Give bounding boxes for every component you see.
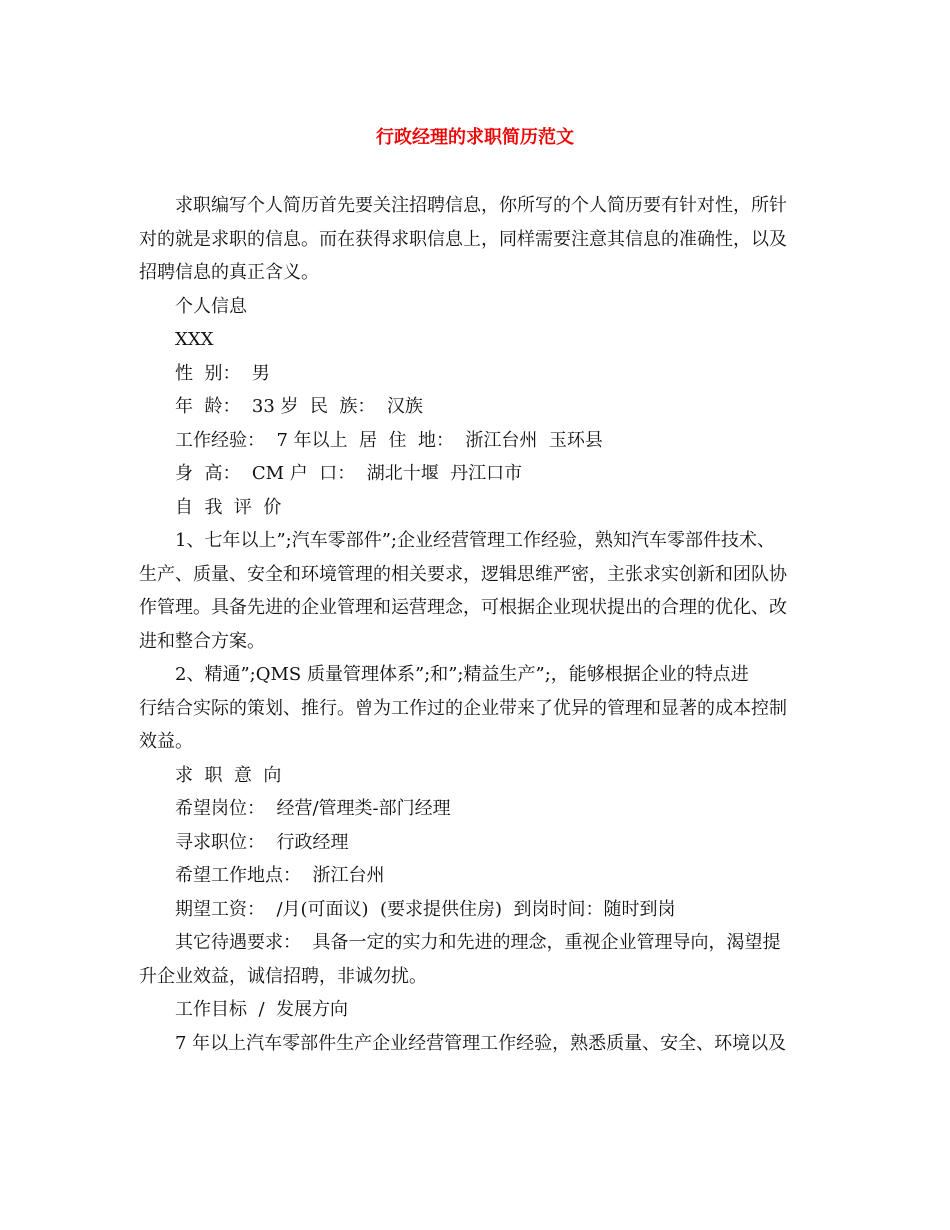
text-line: 作管理。具备先进的企业管理和运营理念，可根据企业现状提出的合理的优化、改 — [139, 597, 787, 618]
text-line: 升企业效益，诚信招聘，非诚勿扰。 — [139, 965, 427, 987]
text-line: 生产、质量、安全和环境管理的相关要求，逻辑思维严密，主张求实创新和团队协 — [139, 563, 787, 585]
text-line: 其它待遇要求： 具备一定的实力和先进的理念，重视企业管理导向，渴望提 — [175, 932, 781, 953]
text-line: 性 别： 男 — [175, 362, 270, 384]
text-line: 年 龄： 33 岁 民 族： 汉族 — [175, 396, 423, 417]
text-line: 个人信息 — [175, 295, 247, 317]
text-line: 效益。 — [139, 731, 193, 752]
text-line: 7 年以上汽车零部件生产企业经营管理工作经验，熟悉质量、安全、环境以及 — [175, 1032, 787, 1054]
text-line: 行结合实际的策划、推行。曾为工作过的企业带来了优异的管理和显著的成本控制 — [139, 697, 787, 719]
text-line: 希望工作地点： 浙江台州 — [175, 865, 385, 886]
text-line: 1、七年以上”;汽车零部件”;企业经营管理工作经验，熟知汽车零部件技术、 — [175, 530, 775, 551]
text-line: 自 我 评 价 — [175, 496, 282, 518]
document-title: 行政经理的求职简历范文 — [376, 127, 574, 148]
text-line: 进和整合方案。 — [139, 630, 265, 652]
text-line: 求职编写个人简历首先要关注招聘信息，你所写的个人简历要有针对性，所针 — [175, 195, 787, 216]
text-line: 工作经验： 7 年以上 居 住 地： 浙江台州 玉环县 — [175, 429, 603, 451]
text-line: 工作目标 / 发展方向 — [175, 999, 348, 1020]
text-line: 招聘信息的真正含义。 — [139, 262, 319, 283]
text-line: 求 职 意 向 — [175, 764, 282, 786]
text-line: 2、精通”;QMS 质量管理体系”;和”;精益生产”;，能够根据企业的特点进 — [175, 664, 749, 685]
document-body — [139, 189, 829, 1060]
text-line: 希望岗位： 经营/管理类-部门经理 — [175, 798, 451, 819]
text-line: 寻求职位： 行政经理 — [175, 831, 349, 853]
text-line: XXX — [175, 329, 214, 350]
text-line: 对的就是求职的信息。而在获得求职信息上，同样需要注意其信息的准确性，以及 — [139, 228, 787, 250]
text-line: 期望工资： /月(可面议) (要求提供住房) 到岗时间：随时到岗 — [175, 898, 676, 920]
text-line: 身 高： CM 户 口： 湖北十堰 丹江口市 — [175, 463, 523, 484]
